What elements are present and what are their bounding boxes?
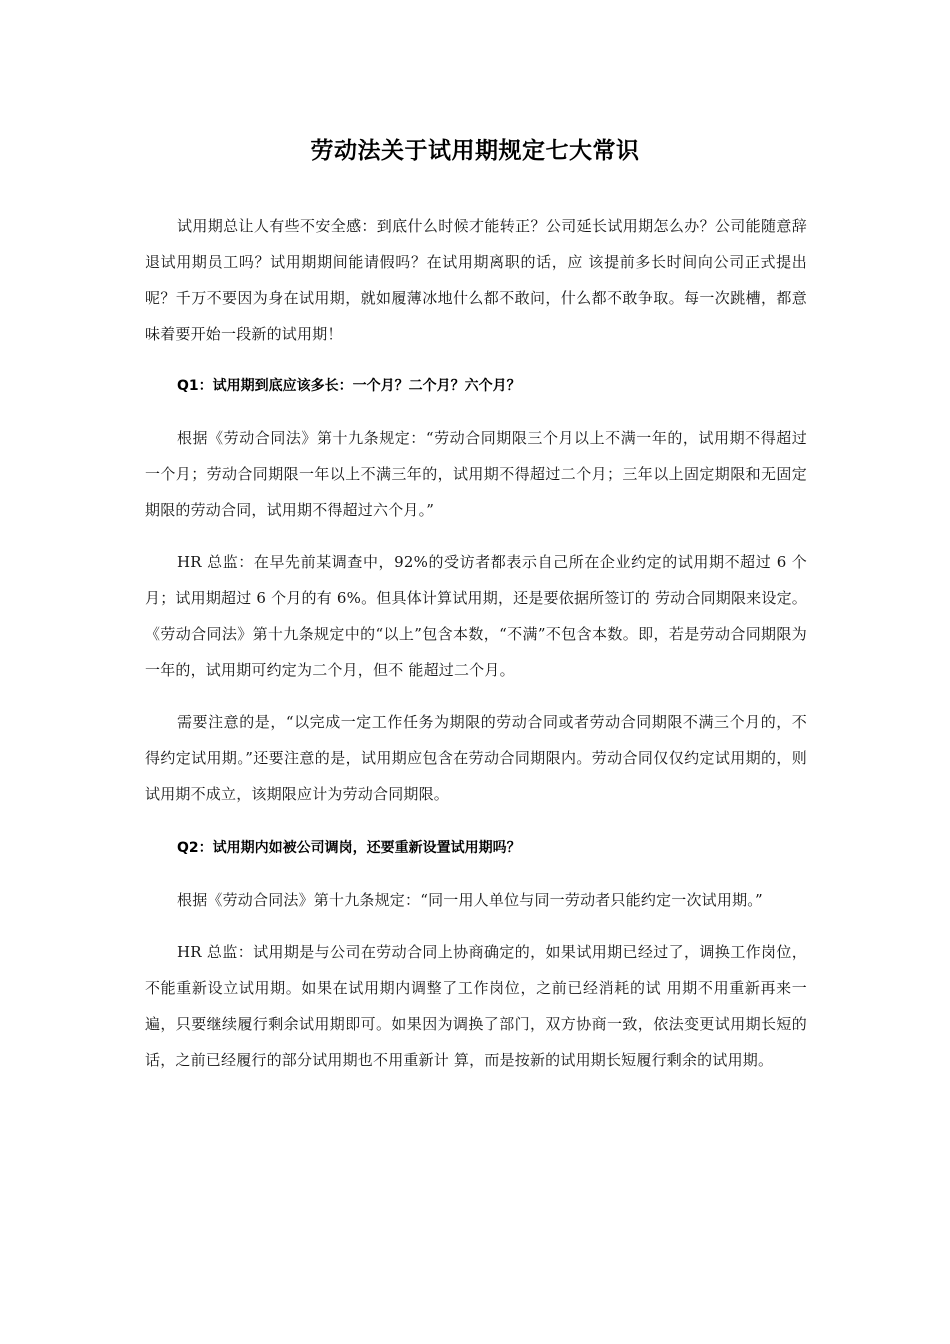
intro-paragraph: 试用期总让人有些不安全感：到底什么时候才能转正？公司延长试用期怎么办？公司能随意辞退试用期员工吗？试用期期间能请假吗？在试用期离职的话，应 该提前多长时间向公司正式提出呢？千万不要因为身在试用期，就如履薄冰地什么都不敢问，什么都不敢争取。每一次跳槽，都意味着要开始一段新的试用期！ [145, 217, 807, 343]
q1-hr-paragraph: HR 总监：在早先前某调查中，92%的受访者都表示自己所在企业约定的试用期不超过 6 个月；试用期超过 6 个月的有 6%。但具体计算试用期，还是要依据所签订的 劳动合同期限来设定。《劳动合同法》第十九条规定中的“以上”包含本数，“不满”不包含本数。即，若是劳动合同期限为一年的，试用期可约定为二个月，但不 能超过二个月。 [145, 553, 807, 679]
document-body [145, 208, 807, 1078]
question-2-heading: Q2：试用期内如被公司调岗，还要重新设置试用期吗？ [177, 840, 521, 856]
q2-law-paragraph: 根据《劳动合同法》第十九条规定：“同一用人单位与同一劳动者只能约定一次试用期。” [177, 891, 763, 909]
q1-law-paragraph: 根据《劳动合同法》第十九条规定：“劳动合同期限三个月以上不满一年的，试用期不得超过一个月；劳动合同期限一年以上不满三年的，试用期不得超过二个月；三年以上固定期限和无固定期限的劳动合同，试用期不得超过六个月。” [145, 429, 807, 519]
q1-note-paragraph: 需要注意的是，“以完成一定工作任务为期限的劳动合同或者劳动合同期限不满三个月的，不得约定试用期。”还要注意的是，试用期应包含在劳动合同期限内。劳动合同仅仅约定试用期的，则试用期不成立，该期限应计为劳动合同期限。 [145, 713, 807, 803]
q2-hr-paragraph: HR 总监：试用期是与公司在劳动合同上协商确定的，如果试用期已经过了，调换工作岗位，不能重新设立试用期。如果在试用期内调整了工作岗位，之前已经消耗的试 用期不用重新再来一遍，只要继续履行剩余试用期即可。如果因为调换了部门，双方协商一致，依法变更试用期长短的话，之前已经履行的部分试用期也不用重新计 算，而是按新的试用期长短履行剩余的试用期。 [145, 943, 807, 1069]
question-1-heading: Q1：试用期到底应该多长：一个月？二个月？六个月？ [177, 378, 521, 394]
document-title: 劳动法关于试用期规定七大常识 [310, 138, 640, 164]
